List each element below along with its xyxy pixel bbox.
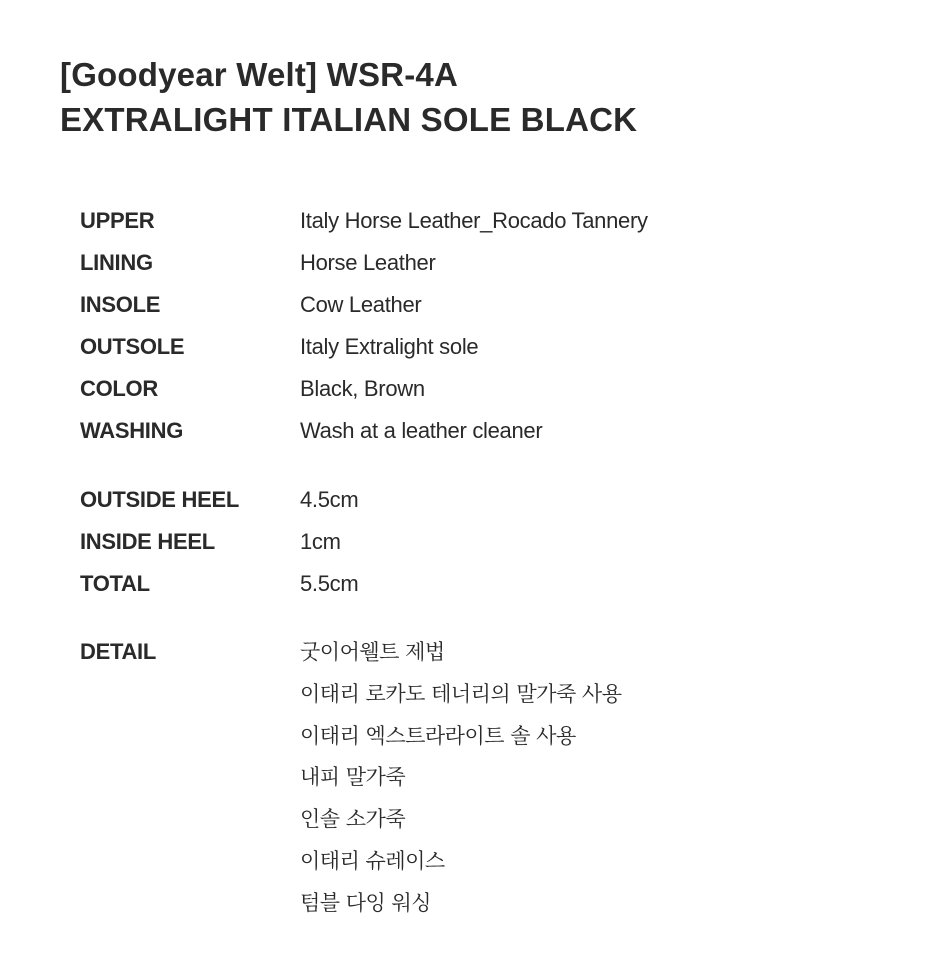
spec-label: WASHING: [80, 418, 184, 443]
spec-value: Cow Leather: [300, 292, 422, 317]
detail-label: DETAIL: [80, 639, 157, 664]
spec-value: Horse Leather: [300, 250, 436, 275]
spec-label: INSIDE HEEL: [80, 529, 215, 554]
detail-item: 이태리 엑스트라라이트 솔 사용: [300, 723, 576, 748]
product-title-line-1: [Goodyear Welt] WSR-4A: [60, 56, 458, 93]
spec-label: OUTSIDE HEEL: [80, 487, 239, 512]
spec-label: LINING: [80, 250, 153, 275]
product-title-line-2: EXTRALIGHT ITALIAN SOLE BLACK: [60, 101, 638, 138]
spec-label: UPPER: [80, 208, 155, 233]
detail-list: [300, 631, 622, 924]
detail-item: 이태리 로카도 테너리의 말가죽 사용: [300, 681, 622, 706]
spec-row-lining: [80, 242, 880, 284]
spec-value: Italy Horse Leather_Rocado Tannery: [300, 208, 648, 233]
spec-row-color: [80, 368, 880, 410]
spec-row-inside-heel: [80, 521, 880, 563]
spec-row-insole: [80, 284, 880, 326]
spec-label: COLOR: [80, 376, 158, 401]
spec-label: INSOLE: [80, 292, 161, 317]
materials-spec-group: [80, 200, 880, 452]
spec-value: 1cm: [300, 529, 341, 554]
detail-item: 텀블 다잉 워싱: [300, 890, 432, 915]
product-title: [60, 52, 637, 142]
spec-row-upper: [80, 200, 880, 242]
spec-value: Black, Brown: [300, 376, 425, 401]
detail-item: 인솔 소가죽: [300, 807, 406, 832]
heel-spec-group: [80, 479, 880, 605]
spec-row-detail: [80, 631, 880, 924]
spec-row-outsole: [80, 326, 880, 368]
spec-label: TOTAL: [80, 571, 150, 596]
spec-value: 4.5cm: [300, 487, 359, 512]
spec-value: Italy Extralight sole: [300, 334, 479, 359]
spec-row-total: [80, 563, 880, 605]
spec-label: OUTSOLE: [80, 334, 185, 359]
detail-item: 내피 말가죽: [300, 765, 406, 790]
detail-spec-group: [80, 631, 880, 924]
detail-item: 굿이어웰트 제법: [300, 640, 445, 664]
spec-value: Wash at a leather cleaner: [300, 418, 543, 443]
detail-item: 이태리 슈레이스: [300, 848, 445, 873]
spec-row-outside-heel: [80, 479, 880, 521]
spec-value: 5.5cm: [300, 571, 359, 596]
spec-row-washing: [80, 410, 880, 452]
